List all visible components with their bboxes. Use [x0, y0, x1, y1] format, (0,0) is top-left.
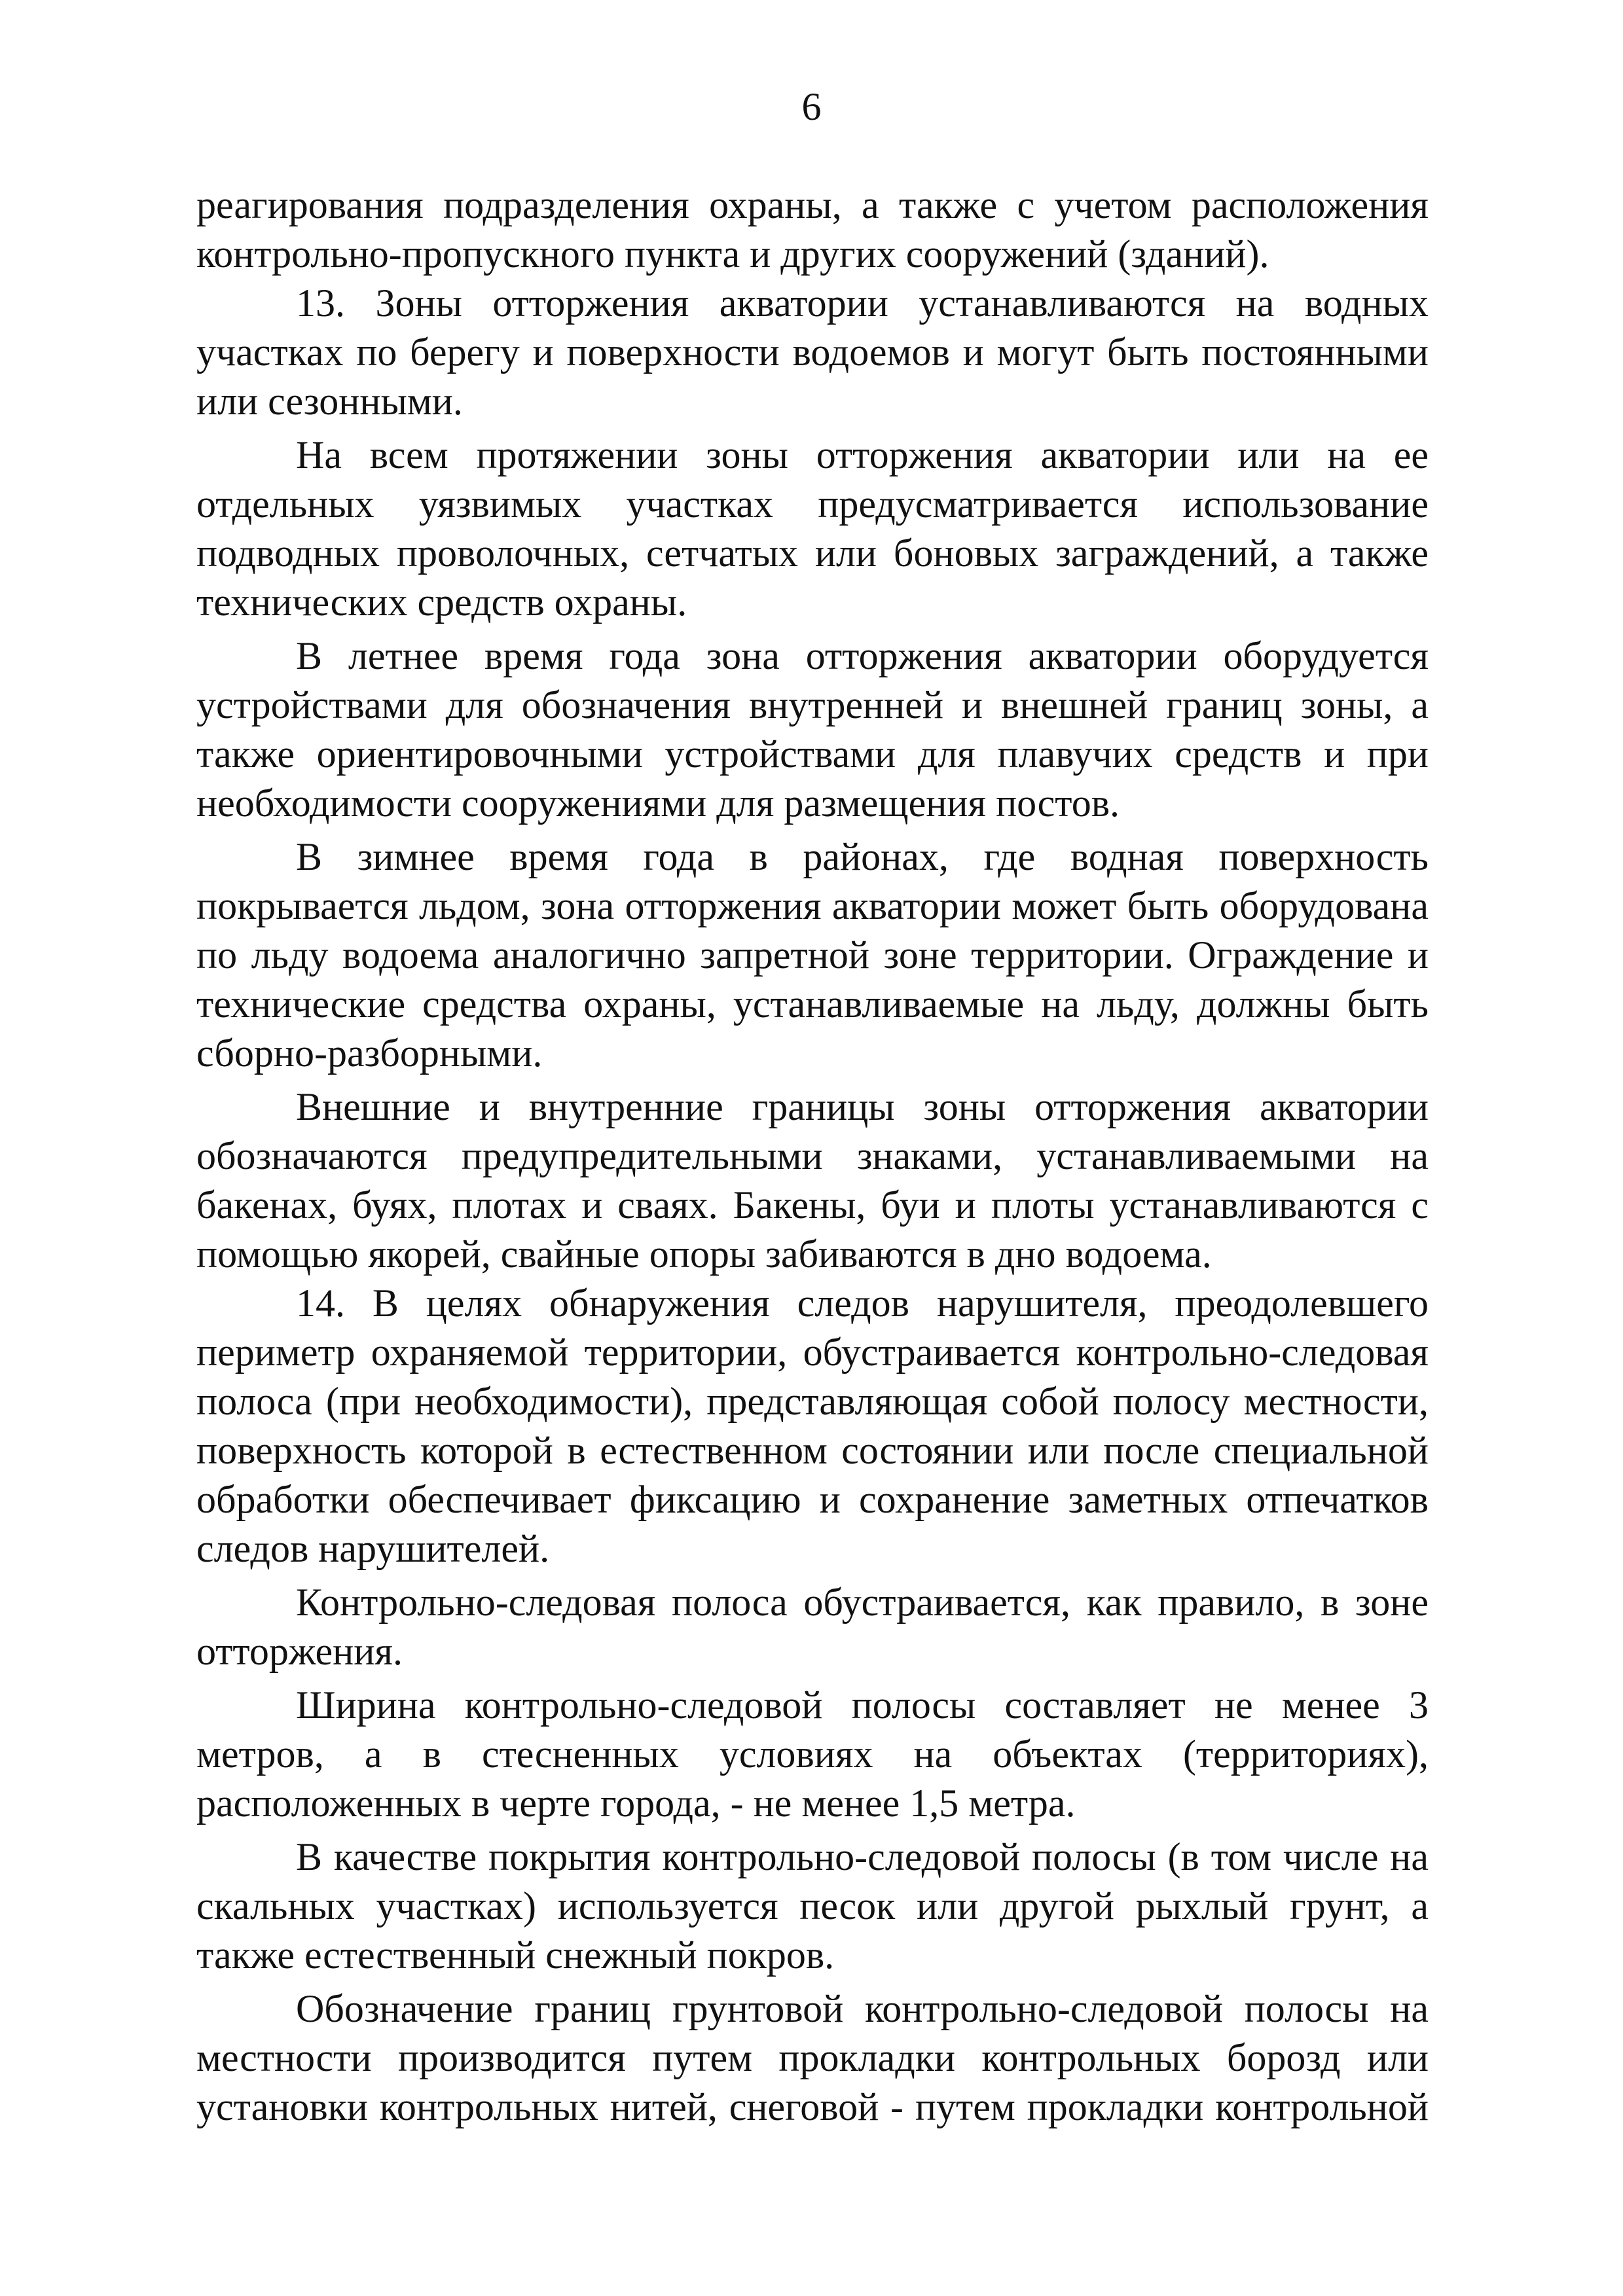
paragraph-winter-equipment: В зимнее время года в районах, где водная поверхность покрывается льдом, зона отторжения акватории может быть оборудована по льду водоема аналогично запретной зоне территории. Ограждение и технические средства охраны, устанавливаемые на льду, должны быть сборно-разборными. — [196, 835, 1429, 1075]
paragraph-item-13: 13. Зоны отторжения акватории устанавливаются на водных участках по берегу и поверхности водоемов и могут быть постоянными или сезонными. — [196, 281, 1429, 423]
paragraph-item-14: 14. В целях обнаружения следов нарушителя, преодолевшего периметр охраняемой территории, обустраивается контрольно-следовая полоса (при необходимости), представляющая собой полосу местности, поверхность которой в естественном состоянии или после специальной обработки обеспечивает фиксацию и сохранение заметных отпечатков следов нарушителей. — [196, 1282, 1429, 1570]
paragraph-strip-cover: В качестве покрытия контрольно-следовой полосы (в том числе на скальных участках) используется песок или другой рыхлый грунт, а также естественный снежный покров. — [196, 1835, 1429, 1977]
paragraph-boundary-signs: Внешние и внутренние границы зоны отторжения акватории обозначаются предупредительными знаками, устанавливаемыми на бакенах, буях, плотах и сваях. Бакены, буи и плоты устанавливаются с помощью якорей, свайные опоры забиваются в дно водоема. — [196, 1085, 1429, 1276]
paragraph-continuation: реагирования подразделения охраны, а также с учетом расположения контрольно-пропускного пункта и других сооружений (зданий). — [196, 183, 1429, 276]
page-number: 6 — [801, 85, 822, 128]
body-text — [196, 181, 1429, 2132]
paragraph-strip-boundaries: Обозначение границ грунтовой контрольно-следовой полосы на местности производится путем прокладки контрольных борозд или установки контрольных нитей, снеговой - путем прокладки контрольной — [196, 1987, 1429, 2128]
paragraph-underwater-barriers: На всем протяжении зоны отторжения акватории или на ее отдельных уязвимых участках предусматривается использование подводных проволочных, сетчатых или боновых заграждений, а также технических средств охраны. — [196, 433, 1429, 624]
paragraph-strip-width: Ширина контрольно-следовой полосы составляет не менее 3 метров, а в стесненных условиях на объектах (территориях), расположенных в черте города, - не менее 1,5 метра. — [196, 1683, 1429, 1825]
paragraph-summer-equipment: В летнее время года зона отторжения акватории оборудуется устройствами для обозначения внутренней и внешней границ зоны, а также ориентировочными устройствами для плавучих средств и при необходимости сооружениями для размещения постов. — [196, 634, 1429, 825]
paragraph-strip-location: Контрольно-следовая полоса обустраивается, как правило, в зоне отторжения. — [196, 1581, 1429, 1673]
